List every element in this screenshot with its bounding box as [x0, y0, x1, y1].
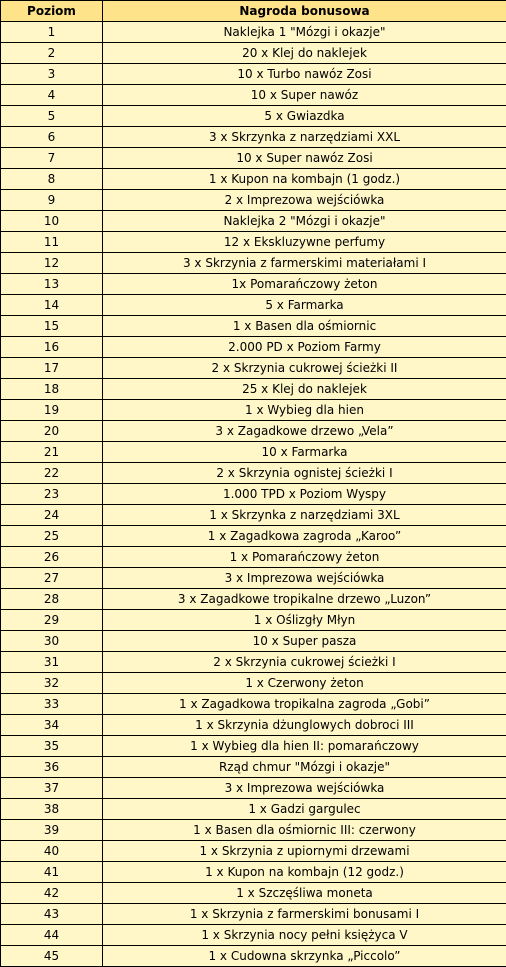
level-cell: 6 — [1, 127, 103, 148]
reward-cell: 1 x Skrzynia z farmerskimi bonusami I — [103, 904, 506, 925]
table-row — [1, 295, 506, 316]
table-row — [1, 484, 506, 505]
reward-cell: 1 x Szczęśliwa moneta — [103, 883, 506, 904]
reward-cell: 3 x Skrzynia z farmerskimi materiałami I — [103, 253, 506, 274]
reward-cell: 1 x Pomarańczowy żeton — [103, 547, 506, 568]
reward-cell: 2 x Skrzynia ognistej ścieżki I — [103, 463, 506, 484]
reward-cell: 12 x Ekskluzywne perfumy — [103, 232, 506, 253]
table-row — [1, 274, 506, 295]
reward-cell: 10 x Super nawóz — [103, 85, 506, 106]
reward-cell: 3 x Skrzynka z narzędziami XXL — [103, 127, 506, 148]
table-row — [1, 463, 506, 484]
level-cell: 41 — [1, 862, 103, 883]
table-row — [1, 946, 506, 967]
table-row — [1, 883, 506, 904]
table-row — [1, 253, 506, 274]
reward-cell: 25 x Klej do naklejek — [103, 379, 506, 400]
level-cell: 3 — [1, 64, 103, 85]
reward-cell: 3 x Zagadkowe tropikalne drzewo „Luzon” — [103, 589, 506, 610]
table-row — [1, 526, 506, 547]
level-cell: 39 — [1, 820, 103, 841]
level-cell: 35 — [1, 736, 103, 757]
reward-cell: 20 x Klej do naklejek — [103, 43, 506, 64]
level-cell: 8 — [1, 169, 103, 190]
table-row — [1, 421, 506, 442]
table-row — [1, 64, 506, 85]
level-cell: 42 — [1, 883, 103, 904]
level-cell: 12 — [1, 253, 103, 274]
level-cell: 18 — [1, 379, 103, 400]
reward-cell: Naklejka 2 "Mózgi i okazje" — [103, 211, 506, 232]
table-row — [1, 904, 506, 925]
reward-cell: 1 x Cudowna skrzynka „Piccolo” — [103, 946, 506, 967]
table-row — [1, 694, 506, 715]
table-row — [1, 589, 506, 610]
table-row — [1, 358, 506, 379]
level-cell: 29 — [1, 610, 103, 631]
level-cell: 20 — [1, 421, 103, 442]
reward-cell: 1 x Czerwony żeton — [103, 673, 506, 694]
reward-cell: 3 x Imprezowa wejściówka — [103, 778, 506, 799]
level-cell: 7 — [1, 148, 103, 169]
level-cell: 22 — [1, 463, 103, 484]
reward-cell: 10 x Farmarka — [103, 442, 506, 463]
level-cell: 27 — [1, 568, 103, 589]
reward-cell: 10 x Super pasza — [103, 631, 506, 652]
table-row — [1, 316, 506, 337]
reward-cell: 2 x Skrzynia cukrowej ścieżki I — [103, 652, 506, 673]
level-cell: 26 — [1, 547, 103, 568]
reward-cell: 1 x Kupon na kombajn (1 godz.) — [103, 169, 506, 190]
table-row — [1, 547, 506, 568]
level-cell: 33 — [1, 694, 103, 715]
table-row — [1, 232, 506, 253]
table-row — [1, 379, 506, 400]
reward-cell: 1 x Wybieg dla hien — [103, 400, 506, 421]
level-header: Poziom — [1, 1, 103, 22]
level-cell: 36 — [1, 757, 103, 778]
table-row — [1, 841, 506, 862]
reward-cell: 1 x Zagadkowa zagroda „Karoo” — [103, 526, 506, 547]
reward-cell: 1x Pomarańczowy żeton — [103, 274, 506, 295]
reward-cell: 1 x Basen dla ośmiornic — [103, 316, 506, 337]
table-row — [1, 631, 506, 652]
table-row — [1, 505, 506, 526]
level-cell: 32 — [1, 673, 103, 694]
table-row — [1, 652, 506, 673]
table-row — [1, 400, 506, 421]
level-cell: 4 — [1, 85, 103, 106]
reward-cell: 1.000 TPD x Poziom Wyspy — [103, 484, 506, 505]
level-cell: 34 — [1, 715, 103, 736]
level-cell: 31 — [1, 652, 103, 673]
header-row — [1, 1, 506, 22]
level-cell: 5 — [1, 106, 103, 127]
table-row — [1, 757, 506, 778]
reward-cell: 1 x Skrzynka z narzędziami 3XL — [103, 505, 506, 526]
level-cell: 2 — [1, 43, 103, 64]
table-row — [1, 715, 506, 736]
level-cell: 16 — [1, 337, 103, 358]
reward-cell: 1 x Skrzynia z upiornymi drzewami — [103, 841, 506, 862]
level-cell: 21 — [1, 442, 103, 463]
reward-cell: Rząd chmur "Mózgi i okazje" — [103, 757, 506, 778]
level-cell: 44 — [1, 925, 103, 946]
table-row — [1, 148, 506, 169]
reward-cell: 2 x Imprezowa wejściówka — [103, 190, 506, 211]
reward-cell: 1 x Zagadkowa tropikalna zagroda „Gobi” — [103, 694, 506, 715]
reward-cell: Naklejka 1 "Mózgi i okazje" — [103, 22, 506, 43]
level-cell: 38 — [1, 799, 103, 820]
reward-cell: 1 x Skrzynia dżunglowych dobroci III — [103, 715, 506, 736]
table-row — [1, 736, 506, 757]
table-row — [1, 211, 506, 232]
reward-cell: 10 x Turbo nawóz Zosi — [103, 64, 506, 85]
level-cell: 10 — [1, 211, 103, 232]
level-cell: 13 — [1, 274, 103, 295]
level-cell: 19 — [1, 400, 103, 421]
level-cell: 40 — [1, 841, 103, 862]
table-row — [1, 610, 506, 631]
table-row — [1, 673, 506, 694]
reward-cell: 2 x Skrzynia cukrowej ścieżki II — [103, 358, 506, 379]
reward-header: Nagroda bonusowa — [103, 1, 506, 22]
level-cell: 28 — [1, 589, 103, 610]
level-cell: 24 — [1, 505, 103, 526]
level-cell: 9 — [1, 190, 103, 211]
table-row — [1, 43, 506, 64]
reward-cell: 10 x Super nawóz Zosi — [103, 148, 506, 169]
reward-cell: 2.000 PD x Poziom Farmy — [103, 337, 506, 358]
table-row — [1, 22, 506, 43]
table-row — [1, 190, 506, 211]
table-row — [1, 85, 506, 106]
level-cell: 15 — [1, 316, 103, 337]
table-row — [1, 106, 506, 127]
table-row — [1, 862, 506, 883]
reward-cell: 1 x Kupon na kombajn (12 godz.) — [103, 862, 506, 883]
level-cell: 14 — [1, 295, 103, 316]
reward-cell: 1 x Oślizgły Młyn — [103, 610, 506, 631]
table-row — [1, 442, 506, 463]
table-row — [1, 568, 506, 589]
reward-cell: 5 x Gwiazdka — [103, 106, 506, 127]
reward-cell: 1 x Basen dla ośmiornic III: czerwony — [103, 820, 506, 841]
reward-cell: 1 x Gadzi gargulec — [103, 799, 506, 820]
table-row — [1, 127, 506, 148]
level-cell: 43 — [1, 904, 103, 925]
reward-cell: 1 x Skrzynia nocy pełni księżyca V — [103, 925, 506, 946]
level-cell: 23 — [1, 484, 103, 505]
level-cell: 25 — [1, 526, 103, 547]
table-row — [1, 820, 506, 841]
table-row — [1, 169, 506, 190]
reward-cell: 1 x Wybieg dla hien II: pomarańczowy — [103, 736, 506, 757]
table-row — [1, 778, 506, 799]
reward-cell: 3 x Imprezowa wejściówka — [103, 568, 506, 589]
reward-cell: 3 x Zagadkowe drzewo „Vela” — [103, 421, 506, 442]
table-row — [1, 337, 506, 358]
level-cell: 11 — [1, 232, 103, 253]
level-cell: 37 — [1, 778, 103, 799]
table-row — [1, 799, 506, 820]
level-cell: 30 — [1, 631, 103, 652]
reward-cell: 5 x Farmarka — [103, 295, 506, 316]
level-cell: 17 — [1, 358, 103, 379]
table-row — [1, 925, 506, 946]
level-cell: 45 — [1, 946, 103, 967]
level-cell: 1 — [1, 22, 103, 43]
